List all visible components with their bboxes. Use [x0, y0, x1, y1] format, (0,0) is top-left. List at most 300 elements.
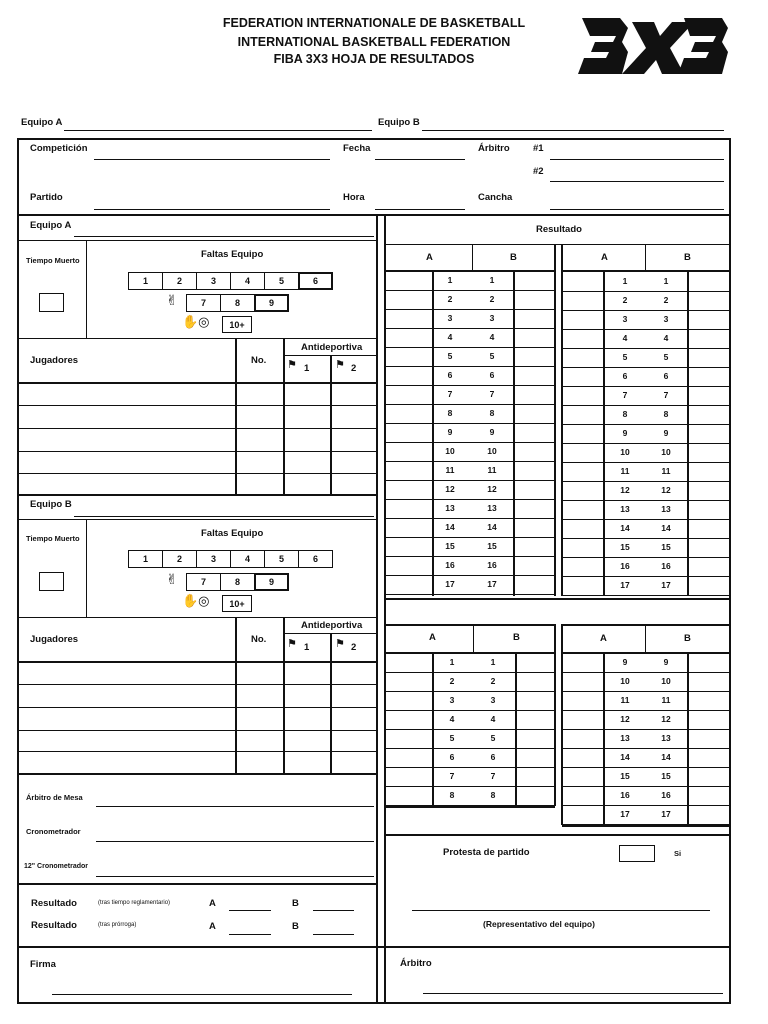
score-a-point[interactable]: 2 [622, 295, 628, 305]
equipo-b-field[interactable] [422, 130, 724, 131]
hand-ball-icon: ✋◎ [182, 593, 210, 608]
score-a-point[interactable]: 11 [445, 465, 455, 475]
team-b-player-row[interactable] [17, 751, 376, 752]
team-a-foul-9[interactable]: 9 [254, 294, 289, 312]
score-row-line [562, 767, 731, 768]
team-b-anti-1: 1 [304, 642, 310, 653]
team-a-foul-1[interactable]: 1 [128, 272, 163, 290]
score-col-b: B [684, 633, 691, 644]
protesta-label: Protesta de partido [443, 847, 530, 858]
score-a-point[interactable]: 6 [447, 370, 453, 380]
score-col-a: A [601, 252, 608, 263]
divider [385, 244, 731, 245]
divider [603, 270, 605, 596]
score-row-line [385, 786, 555, 787]
firma-field[interactable] [52, 994, 352, 995]
equipo-a-field[interactable] [64, 130, 372, 131]
score-b-point[interactable]: 14 [661, 752, 671, 762]
score-row-line [562, 424, 731, 425]
score-b-point[interactable]: 16 [661, 561, 671, 571]
team-a-timeout-label: Tiempo Muerto [26, 256, 80, 265]
score-col-a: A [429, 632, 436, 643]
score-col-b: B [684, 252, 691, 263]
score-row-line [385, 805, 555, 806]
score-row-line [562, 405, 731, 406]
score-a-point[interactable]: 12 [620, 714, 630, 724]
score-b-point[interactable]: 13 [661, 733, 671, 743]
score-b-point[interactable]: 16 [661, 790, 671, 800]
divider [385, 834, 731, 836]
score-col-b: B [510, 252, 517, 263]
score-a-point[interactable]: 16 [445, 560, 455, 570]
score-b-point[interactable]: 6 [489, 370, 495, 380]
score-b-point[interactable]: 7 [490, 771, 496, 781]
score-row-line [385, 423, 555, 424]
score-row-line [385, 366, 555, 367]
divider [385, 806, 555, 808]
divider [562, 270, 731, 272]
score-a-point[interactable]: 4 [622, 333, 628, 343]
score-a-point[interactable]: 9 [622, 428, 628, 438]
ref1-field[interactable] [550, 159, 724, 160]
competicion-field[interactable] [94, 159, 330, 160]
score-a-point[interactable]: 3 [449, 695, 455, 705]
score-row-line [385, 748, 555, 749]
divider [687, 652, 689, 825]
divider [17, 494, 376, 496]
score-row-line [385, 537, 555, 538]
score-a-point[interactable]: 3 [447, 313, 453, 323]
team-a-foul-4[interactable]: 4 [230, 272, 265, 290]
team-a-anti-1: 1 [304, 363, 310, 374]
score-a-point[interactable]: 13 [445, 503, 455, 513]
score-a-point[interactable]: 3 [622, 314, 628, 324]
divider [432, 270, 434, 596]
score-col-a: A [600, 633, 607, 644]
score-b-point[interactable]: 1 [489, 275, 495, 285]
divider [86, 240, 87, 338]
divider [385, 652, 555, 654]
divider [561, 624, 563, 825]
score-row-line [562, 291, 731, 292]
score-a-point[interactable]: 10 [445, 446, 455, 456]
team-b-foul-7[interactable]: 7 [186, 573, 221, 591]
team-b-name-field[interactable] [74, 516, 374, 517]
team-b-foul-10plus[interactable]: 10+ [222, 595, 252, 612]
score-row-line [562, 462, 731, 463]
score-row-line [385, 309, 555, 310]
team-a-foul-5[interactable]: 5 [264, 272, 299, 290]
score-b-point[interactable]: 12 [661, 485, 671, 495]
score-a-point[interactable]: 1 [622, 276, 628, 286]
flag-icon: ⚑ [335, 638, 345, 650]
score-b-point[interactable]: 12 [487, 484, 497, 494]
resultado-reg-label: Resultado [31, 898, 77, 909]
score-a-point[interactable]: 8 [447, 408, 453, 418]
score-a-point[interactable]: 17 [445, 579, 455, 589]
score-col-b: B [513, 632, 520, 643]
resultado-reg-a: A [209, 898, 216, 909]
score-row-line [385, 767, 555, 768]
divider [17, 773, 376, 775]
score-row-line [562, 595, 731, 596]
score-a-point[interactable]: 10 [620, 676, 630, 686]
score-b-point[interactable]: 8 [490, 790, 496, 800]
score-row-line [562, 538, 731, 539]
score-b-point[interactable]: 17 [661, 580, 671, 590]
score-a-point[interactable]: 1 [449, 657, 455, 667]
score-b-point[interactable]: 9 [489, 427, 495, 437]
team-b-timeout-box[interactable] [39, 572, 64, 591]
team-b-foul-2[interactable]: 2 [162, 550, 197, 568]
score-row-line [385, 347, 555, 348]
team-b-foul-4[interactable]: 4 [230, 550, 265, 568]
score-row-line [562, 672, 731, 673]
score-row-line [562, 557, 731, 558]
team-a-jugadores-label: Jugadores [30, 355, 79, 366]
team-a-timeout-box[interactable] [39, 293, 64, 312]
score-row-line [562, 729, 731, 730]
score-title: Resultado [536, 224, 582, 235]
score-b-point[interactable]: 4 [663, 333, 669, 343]
score-b-point[interactable]: 7 [663, 390, 669, 400]
score-a-point[interactable]: 8 [622, 409, 628, 419]
score-a-point[interactable]: 16 [620, 561, 630, 571]
score-a-point[interactable]: 14 [620, 752, 630, 762]
fecha-label: Fecha [343, 143, 371, 154]
flag-icon: ⚑ [335, 359, 345, 371]
divider [17, 338, 376, 339]
divider [235, 617, 237, 773]
ref2-field[interactable] [550, 181, 724, 182]
arbitro-mesa-field[interactable] [96, 806, 374, 807]
header-line-2: INTERNATIONAL BASKETBALL FEDERATION [237, 35, 511, 49]
score-row-line [385, 442, 555, 443]
partido-field[interactable] [94, 209, 330, 210]
score-b-point[interactable]: 8 [489, 408, 495, 418]
score-b-point[interactable]: 4 [489, 332, 495, 342]
score-b-point[interactable]: 17 [487, 579, 497, 589]
score-row-line [562, 386, 731, 387]
divider [562, 652, 731, 654]
arbitro-firma-field[interactable] [423, 993, 723, 994]
score-row-line [562, 824, 731, 825]
ref2-label: #2 [533, 166, 544, 177]
score-a-point[interactable]: 9 [622, 657, 628, 667]
score-row-line [562, 710, 731, 711]
equipo-a-label: Equipo A [21, 117, 63, 128]
score-row-line [562, 481, 731, 482]
team-a-player-row[interactable] [17, 451, 376, 452]
score-a-point[interactable]: 15 [620, 542, 630, 552]
team-b-no-label: No. [251, 634, 267, 645]
header-line-3: FIBA 3X3 HOJA DE RESULTADOS [273, 52, 475, 66]
score-b-point[interactable]: 17 [661, 809, 671, 819]
score-a-point[interactable]: 12 [620, 485, 630, 495]
score-b-point[interactable]: 15 [661, 771, 671, 781]
resultado-reg-note: (tras tiempo reglamentario) [98, 900, 171, 906]
score-col-a: A [426, 252, 433, 263]
score-b-point[interactable]: 15 [661, 542, 671, 552]
score-a-point[interactable]: 9 [447, 427, 453, 437]
score-row-line [385, 480, 555, 481]
resultado-ot-b-field[interactable] [313, 934, 354, 935]
hora-label: Hora [343, 192, 365, 203]
score-b-point[interactable]: 9 [663, 428, 669, 438]
representativo-field[interactable] [412, 910, 710, 911]
score-a-point[interactable]: 7 [449, 771, 455, 781]
cancha-label: Cancha [478, 192, 513, 203]
team-a-player-row[interactable] [17, 473, 376, 474]
score-a-point[interactable]: 15 [620, 771, 630, 781]
score-a-point[interactable]: 13 [620, 733, 630, 743]
team-b-foul-9[interactable]: 9 [254, 573, 289, 591]
resultado-ot-b: B [292, 921, 299, 932]
arbitro-mesa-label: Árbitro de Mesa [26, 793, 83, 802]
header-line-1: FEDERATION INTERNATIONALE DE BASKETBALL [222, 16, 526, 30]
score-row-line [562, 748, 731, 749]
score-row-line [385, 710, 555, 711]
score-a-point[interactable]: 7 [622, 390, 628, 400]
divider [645, 244, 646, 270]
resultado-reg-b-field[interactable] [313, 910, 354, 911]
score-b-point[interactable]: 2 [489, 294, 495, 304]
score-b-point[interactable]: 11 [487, 465, 497, 475]
team-a-name-field[interactable] [74, 236, 374, 237]
firma-label: Firma [30, 959, 56, 970]
divider [17, 214, 731, 216]
cronometrador12-label: 12" Cronometrador [24, 863, 88, 870]
divider [17, 661, 376, 663]
divider [86, 519, 87, 617]
fiba-3x3-logo [576, 14, 728, 78]
arbitro-firma-label: Árbitro [400, 958, 432, 969]
score-a-point[interactable]: 4 [447, 332, 453, 342]
team-b-antideportiva-label: Antideportiva [301, 620, 363, 631]
resultado-reg-a-field[interactable] [229, 910, 271, 911]
score-row-line [385, 290, 555, 291]
representativo-label: (Representativo del equipo) [483, 919, 595, 929]
score-b-point[interactable]: 7 [489, 389, 495, 399]
score-row-line [385, 385, 555, 386]
divider [17, 883, 376, 885]
score-a-point[interactable]: 10 [620, 447, 630, 457]
score-a-point[interactable]: 1 [447, 275, 453, 285]
score-b-point[interactable]: 6 [663, 371, 669, 381]
divider [473, 624, 474, 652]
hand-icon: ✌ [166, 571, 178, 587]
score-row-line [562, 786, 731, 787]
divider [561, 244, 563, 596]
score-row-line [562, 500, 731, 501]
score-b-point[interactable]: 13 [661, 504, 671, 514]
score-a-point[interactable]: 11 [620, 695, 630, 705]
score-b-point[interactable]: 10 [661, 447, 671, 457]
score-a-point[interactable]: 17 [620, 580, 630, 590]
team-a-foul-3[interactable]: 3 [196, 272, 231, 290]
partido-label: Partido [30, 192, 63, 203]
team-b-player-row[interactable] [17, 684, 376, 685]
score-b-point[interactable]: 12 [661, 714, 671, 724]
hand-icon: ✌ [166, 292, 178, 308]
sheet-frame [17, 138, 731, 1004]
flag-icon: ⚑ [287, 638, 297, 650]
team-a-foul-10plus[interactable]: 10+ [222, 316, 252, 333]
score-b-point[interactable]: 5 [489, 351, 495, 361]
score-a-point[interactable]: 6 [449, 752, 455, 762]
score-b-point[interactable]: 6 [490, 752, 496, 762]
score-b-point[interactable]: 3 [489, 313, 495, 323]
score-a-point[interactable]: 6 [622, 371, 628, 381]
score-a-point[interactable]: 17 [620, 809, 630, 819]
competicion-label: Competición [30, 143, 88, 154]
score-row-line [385, 499, 555, 500]
flag-icon: ⚑ [287, 359, 297, 371]
hand-ball-icon: ✋◎ [182, 314, 210, 329]
team-a-foul-7[interactable]: 7 [186, 294, 221, 312]
score-a-point[interactable]: 14 [620, 523, 630, 533]
score-row-line [385, 594, 555, 595]
protesta-si-label: Si [674, 849, 682, 858]
score-b-point[interactable]: 11 [661, 466, 671, 476]
score-a-point[interactable]: 2 [447, 294, 453, 304]
score-b-point[interactable]: 3 [490, 695, 496, 705]
divider [376, 214, 378, 1004]
equipo-b-label: Equipo B [378, 117, 420, 128]
arbitro-label: Árbitro [478, 143, 510, 154]
score-a-point[interactable]: 16 [620, 790, 630, 800]
score-b-point[interactable]: 9 [663, 657, 669, 667]
score-a-point[interactable]: 5 [447, 351, 453, 361]
score-row-line [562, 691, 731, 692]
team-a-foul-2[interactable]: 2 [162, 272, 197, 290]
divider [554, 244, 556, 596]
cronometrador12-field[interactable] [96, 876, 374, 877]
divider [17, 946, 731, 948]
team-b-foul-8[interactable]: 8 [220, 573, 255, 591]
team-a-antideportiva-label: Antideportiva [301, 342, 363, 353]
resultado-ot-note: (tras prórroga) [98, 922, 137, 928]
score-b-point[interactable]: 4 [490, 714, 496, 724]
team-b-jugadores-label: Jugadores [30, 634, 79, 645]
score-a-point[interactable]: 11 [620, 466, 630, 476]
team-b-foul-6[interactable]: 6 [298, 550, 333, 568]
score-row-line [562, 443, 731, 444]
team-b-anti-2: 2 [351, 642, 357, 653]
team-a-foul-8[interactable]: 8 [220, 294, 255, 312]
divider [645, 624, 646, 652]
score-b-point[interactable]: 13 [487, 503, 497, 513]
score-b-point[interactable]: 15 [487, 541, 497, 551]
divider [17, 617, 376, 618]
score-row-line [562, 805, 731, 806]
score-b-point[interactable]: 16 [487, 560, 497, 570]
score-a-point[interactable]: 7 [447, 389, 453, 399]
team-b-faltas-label: Faltas Equipo [201, 528, 264, 539]
score-b-point[interactable]: 2 [663, 295, 669, 305]
team-b-player-row[interactable] [17, 707, 376, 708]
score-b-point[interactable]: 10 [661, 676, 671, 686]
team-a-anti-2: 2 [351, 363, 357, 374]
team-a-foul-6[interactable]: 6 [298, 272, 333, 290]
score-a-point[interactable]: 5 [449, 733, 455, 743]
score-row-line [385, 518, 555, 519]
resultado-reg-b: B [292, 898, 299, 909]
score-b-point[interactable]: 10 [487, 446, 497, 456]
score-b-point[interactable]: 1 [490, 657, 496, 667]
cronometrador-field[interactable] [96, 841, 374, 842]
ref1-label: #1 [533, 143, 544, 154]
resultado-ot-label: Resultado [31, 920, 77, 931]
divider [17, 382, 376, 384]
score-a-point[interactable]: 12 [445, 484, 455, 494]
score-b-point[interactable]: 2 [490, 676, 496, 686]
protesta-checkbox[interactable] [619, 845, 655, 862]
cronometrador-label: Cronometrador [26, 827, 81, 836]
score-row-line [385, 461, 555, 462]
divider [235, 338, 237, 494]
score-a-point[interactable]: 8 [449, 790, 455, 800]
divider [17, 519, 376, 520]
team-b-foul-1[interactable]: 1 [128, 550, 163, 568]
team-a-no-label: No. [251, 355, 267, 366]
score-b-point[interactable]: 14 [661, 523, 671, 533]
fecha-field[interactable] [375, 159, 465, 160]
score-row-line [562, 367, 731, 368]
team-a-faltas-label: Faltas Equipo [201, 249, 264, 260]
divider [513, 270, 515, 596]
score-a-point[interactable]: 15 [445, 541, 455, 551]
score-row-line [385, 328, 555, 329]
score-row-line [385, 729, 555, 730]
team-a-player-row[interactable] [17, 428, 376, 429]
resultado-ot-a: A [209, 921, 216, 932]
resultado-ot-a-field[interactable] [229, 934, 271, 935]
score-a-point[interactable]: 14 [445, 522, 455, 532]
score-a-point[interactable]: 4 [449, 714, 455, 724]
team-b-timeout-label: Tiempo Muerto [26, 534, 80, 543]
score-a-point[interactable]: 13 [620, 504, 630, 514]
score-row-line [562, 329, 731, 330]
cancha-field[interactable] [550, 209, 724, 210]
score-b-point[interactable]: 5 [663, 352, 669, 362]
divider [385, 624, 555, 626]
divider [330, 633, 332, 773]
divider [554, 624, 556, 806]
score-a-point[interactable]: 2 [449, 676, 455, 686]
score-b-point[interactable]: 8 [663, 409, 669, 419]
score-b-point[interactable]: 11 [661, 695, 671, 705]
hora-field[interactable] [375, 209, 465, 210]
score-b-point[interactable]: 5 [490, 733, 496, 743]
divider [283, 338, 285, 494]
team-b-label: Equipo B [30, 499, 72, 510]
divider [472, 244, 473, 270]
score-row-line [385, 575, 555, 576]
divider [283, 617, 285, 773]
score-a-point[interactable]: 5 [622, 352, 628, 362]
divider [385, 598, 731, 600]
score-b-point[interactable]: 3 [663, 314, 669, 324]
score-b-point[interactable]: 1 [663, 276, 669, 286]
score-b-point[interactable]: 14 [487, 522, 497, 532]
team-b-player-row[interactable] [17, 730, 376, 731]
score-row-line [562, 519, 731, 520]
team-b-foul-3[interactable]: 3 [196, 550, 231, 568]
divider [17, 240, 376, 241]
team-b-foul-5[interactable]: 5 [264, 550, 299, 568]
team-a-player-row[interactable] [17, 405, 376, 406]
